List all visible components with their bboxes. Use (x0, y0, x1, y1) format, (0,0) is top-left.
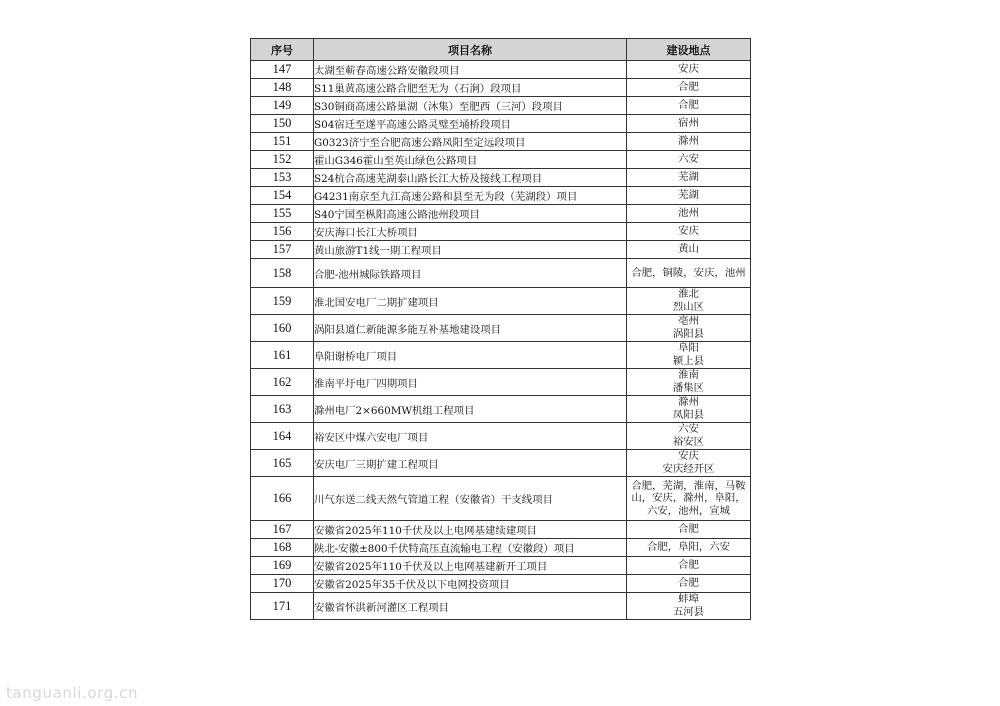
header-name: 项目名称 (314, 39, 627, 61)
table-row (251, 115, 751, 133)
project-location: 合肥 (627, 575, 751, 593)
row-number: 159 (251, 288, 314, 315)
project-location: 安庆 (627, 223, 751, 241)
project-name: 霍山G346霍山至英山绿色公路项目 (314, 151, 627, 169)
project-name: S24杭合高速芜湖泰山路长江大桥及接线工程项目 (314, 169, 627, 187)
project-location: 六安 裕安区 (627, 423, 751, 450)
table-row (251, 241, 751, 259)
row-number: 163 (251, 396, 314, 423)
table-row (251, 133, 751, 151)
project-name: G0323济宁至合肥高速公路凤阳至定远段项目 (314, 133, 627, 151)
project-name: 裕安区中煤六安电厂项目 (314, 423, 627, 450)
project-location: 滁州 (627, 133, 751, 151)
project-location: 淮南 潘集区 (627, 369, 751, 396)
project-name: 滁州电厂2×660MW机组工程项目 (314, 396, 627, 423)
project-name: 阜阳谢桥电厂项目 (314, 342, 627, 369)
project-name: 安徽省2025年35千伏及以下电网投资项目 (314, 575, 627, 593)
row-number: 165 (251, 450, 314, 477)
project-location: 合肥 (627, 557, 751, 575)
row-number: 168 (251, 539, 314, 557)
header-no: 序号 (251, 39, 314, 61)
table-row (251, 477, 751, 521)
project-location: 黄山 (627, 241, 751, 259)
row-number: 156 (251, 223, 314, 241)
project-name: S40宁国至枞阳高速公路池州段项目 (314, 205, 627, 223)
project-location: 合肥，芜湖，淮南，马鞍 山，安庆，滁州，阜阳， 六安，池州，宣城 (627, 477, 751, 521)
table-row (251, 151, 751, 169)
project-name: 安徽省2025年110千伏及以上电网基建续建项目 (314, 521, 627, 539)
project-name: S30铜商高速公路巢湖（沐集）至肥西（三河）段项目 (314, 97, 627, 115)
table-row (251, 169, 751, 187)
row-number: 162 (251, 369, 314, 396)
table-row (251, 61, 751, 79)
table-row (251, 593, 751, 620)
project-name: 黄山旅游T1线一期工程项目 (314, 241, 627, 259)
row-number: 152 (251, 151, 314, 169)
project-table (250, 38, 751, 620)
project-name: S04宿迁至遂平高速公路灵璧至埇桥段项目 (314, 115, 627, 133)
project-name: 安徽省2025年110千伏及以上电网基建新开工项目 (314, 557, 627, 575)
project-name: G4231南京至九江高速公路和县至无为段（芜湖段）项目 (314, 187, 627, 205)
project-name: 安徽省怀洪新河灌区工程项目 (314, 593, 627, 620)
project-name: 涡阳县道仁新能源多能互补基地建设项目 (314, 315, 627, 342)
table-row (251, 223, 751, 241)
table-row (251, 396, 751, 423)
project-name: 安庆海口长江大桥项目 (314, 223, 627, 241)
row-number: 167 (251, 521, 314, 539)
project-location: 滁州 凤阳县 (627, 396, 751, 423)
project-location: 阜阳 颍上县 (627, 342, 751, 369)
project-location: 亳州 涡阳县 (627, 315, 751, 342)
row-number: 153 (251, 169, 314, 187)
row-number: 149 (251, 97, 314, 115)
table-row (251, 342, 751, 369)
table-row (251, 259, 751, 288)
table-row (251, 557, 751, 575)
row-number: 158 (251, 259, 314, 288)
row-number: 169 (251, 557, 314, 575)
table-row (251, 575, 751, 593)
row-number: 166 (251, 477, 314, 521)
project-location: 芜湖 (627, 169, 751, 187)
table-row (251, 288, 751, 315)
project-name: 川气东送二线天然气管道工程（安徽省）干支线项目 (314, 477, 627, 521)
table-row (251, 423, 751, 450)
project-name: 淮北国安电厂二期扩建项目 (314, 288, 627, 315)
project-location: 蚌埠 五河县 (627, 593, 751, 620)
table-row (251, 97, 751, 115)
project-location: 合肥，铜陵，安庆，池州 (627, 259, 751, 288)
project-name: S11巢黄高速公路合肥至无为（石涧）段项目 (314, 79, 627, 97)
table-row (251, 369, 751, 396)
project-name: 太湖至蕲春高速公路安徽段项目 (314, 61, 627, 79)
row-number: 151 (251, 133, 314, 151)
table-body (251, 61, 751, 620)
project-location: 淮北 烈山区 (627, 288, 751, 315)
table-header-row (251, 39, 751, 61)
table-row (251, 539, 751, 557)
table-row (251, 315, 751, 342)
project-location: 合肥 (627, 97, 751, 115)
project-name: 陕北-安徽±800千伏特高压直流输电工程（安徽段）项目 (314, 539, 627, 557)
project-location: 合肥 (627, 521, 751, 539)
table-row (251, 79, 751, 97)
row-number: 160 (251, 315, 314, 342)
row-number: 164 (251, 423, 314, 450)
project-name: 合肥-池州城际铁路项目 (314, 259, 627, 288)
row-number: 157 (251, 241, 314, 259)
watermark: tanguanli.org.cn (6, 684, 139, 702)
row-number: 154 (251, 187, 314, 205)
header-location: 建设地点 (627, 39, 751, 61)
project-location: 安庆 安庆经开区 (627, 450, 751, 477)
row-number: 170 (251, 575, 314, 593)
table-row (251, 450, 751, 477)
row-number: 171 (251, 593, 314, 620)
project-location: 宿州 (627, 115, 751, 133)
project-location: 安庆 (627, 61, 751, 79)
project-name: 安庆电厂三期扩建工程项目 (314, 450, 627, 477)
project-name: 淮南平圩电厂四期项目 (314, 369, 627, 396)
table-row (251, 205, 751, 223)
row-number: 150 (251, 115, 314, 133)
row-number: 148 (251, 79, 314, 97)
table-row (251, 521, 751, 539)
row-number: 147 (251, 61, 314, 79)
project-location: 池州 (627, 205, 751, 223)
project-location: 芜湖 (627, 187, 751, 205)
row-number: 161 (251, 342, 314, 369)
project-location: 六安 (627, 151, 751, 169)
project-location: 合肥，阜阳，六安 (627, 539, 751, 557)
table-row (251, 187, 751, 205)
project-location: 合肥 (627, 79, 751, 97)
row-number: 155 (251, 205, 314, 223)
